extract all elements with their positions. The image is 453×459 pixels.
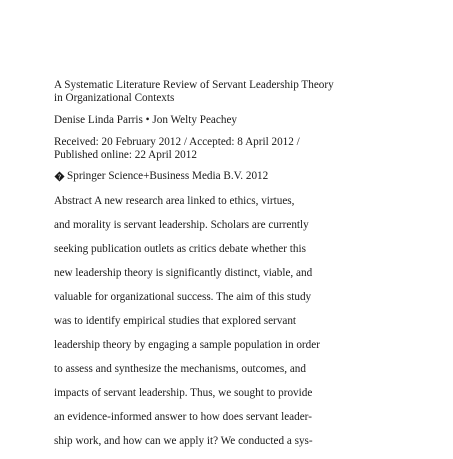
author-list: Denise Linda Parris • Jon Welty Peachey [54,114,238,126]
abstract-line: was to identify empirical studies that explored servant [54,315,297,327]
abstract-line: an evidence-informed answer to how does servant leader- [54,411,312,423]
title-line: in Organizational Contexts [54,92,175,104]
copyright-text: Springer Science+Business Media B.V. 2012 [67,170,269,182]
abstract-line: new leadership theory is significantly distinct, viable, and [54,267,313,279]
title-line: A Systematic Literature Review of Servant Leadership Theory [54,79,334,91]
dates-line: Published online: 22 April 2012 [54,149,197,161]
abstract-line: to assess and synthesize the mechanisms, outcomes, and [54,363,306,375]
copyright-line [54,170,414,183]
publication-dates [54,136,414,162]
article-title [54,79,414,105]
abstract-line: seeking publication outlets as critics debate whether this [54,243,306,255]
abstract-line: Abstract A new research area linked to ethics, virtues, [54,195,295,207]
unknown-glyph-icon [54,171,65,182]
abstract [54,195,414,459]
document-content [54,79,414,459]
abstract-line: impacts of servant leadership. Thus, we sought to provide [54,387,313,399]
svg-text:?: ? [57,172,62,182]
abstract-line: and morality is servant leadership. Scholars are currently [54,219,309,231]
dates-line: Received: 20 February 2012 / Accepted: 8 April 2012 / [54,136,300,148]
abstract-line: valuable for organizational success. The aim of this study [54,291,312,303]
abstract-line: ship work, and how can we apply it? We conducted a sys- [54,435,313,447]
abstract-line: leadership theory by engaging a sample population in order [54,339,320,351]
